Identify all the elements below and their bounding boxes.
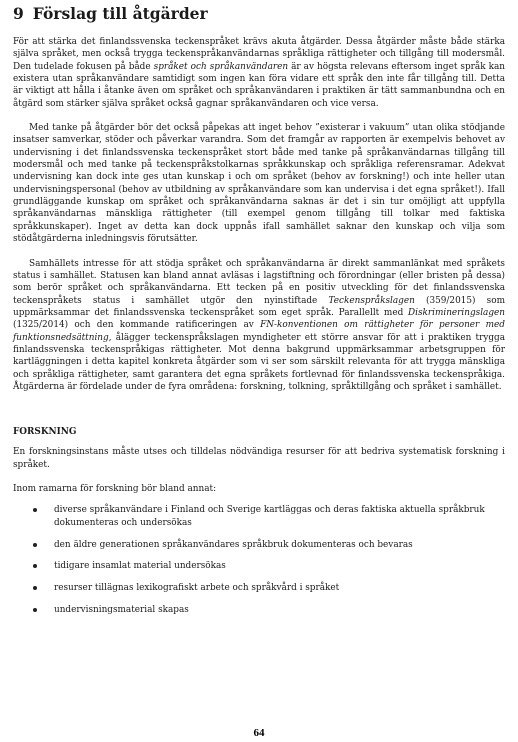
law-name-diskrimineringslagen: Diskrimineringslagen — [407, 307, 505, 318]
list-item-text: tidigare insamlat material undersökas — [54, 561, 226, 572]
paragraph-3-text-g: , ålägger teckenspråkslagen myndigheter ett större ansvar för att i praktiken trygga finlandssvenska teckenspråkigas rättigheter. Mot denna bakgrund uppmärksammar arbetsgruppen för kartläggningen i detta kapitel konkreta åtgärder som vi ser som särskilt relevanta för att trygga mänskliga och språkliga rättigheter, samt garantera det egna språkets fortlevnad för finlandssvenska teckenspråkiga. Åtgärderna är fördelade under de fyra områdena: forskning, tolkning, språktillgång och språket i samhället. — [13, 332, 505, 392]
section-lead: Inom ramarna för forskning bör bland annat: — [13, 483, 217, 494]
paragraph-1-text-c: är av högsta relevans eftersom inget språk kan existera utan språkanvändare samtidigt som ingen kan föra vidare ett språk den inte får tillgång till. Detta är viktigt att hålla i åtanke även om språket och språkanvändaren i praktiken är tätt sammanbundna och en åtgärd som stärker själva språket också gagnar språkanvändaren och vice versa. — [13, 61, 505, 109]
law-name-teckensprakslagen: Teckenspråkslagen — [328, 295, 415, 306]
paragraph-3-text-c: (359/2015) som uppmärksammar det finlandssvenska teckenspråket som eget språk. Parallellt med — [13, 295, 505, 318]
chapter-heading — [13, 4, 505, 24]
list-item — [33, 539, 505, 551]
paragraph-1 — [13, 36, 505, 110]
list-item — [33, 504, 505, 529]
un-convention-name: FN-konventionen om rättigheter för personer med funktionsnedsättning — [13, 320, 505, 343]
list-item-text: undervisningsmaterial skapas — [54, 605, 189, 616]
research-bullet-list — [13, 504, 505, 616]
bullet-icon — [33, 586, 37, 590]
bullet-icon — [33, 508, 37, 512]
page-number: 64 — [253, 727, 265, 739]
list-item — [33, 582, 505, 594]
chapter-number: 9 — [13, 4, 24, 23]
list-item-text: resurser tillägnas lexikografiskt arbete och språkvård i språket — [54, 583, 340, 594]
bullet-icon — [33, 564, 37, 568]
chapter-title: Förslag till åtgärder — [32, 4, 208, 23]
bullet-icon — [33, 608, 37, 612]
section-intro: En forskningsinstans måste utses och tilldelas nödvändiga resurser för att bedriva systematisk forskning i språket. — [13, 447, 505, 470]
list-item-text: diverse språkanvändare i Finland och Sverige kartläggas och deras faktiska aktuella språkbruk dokumenteras och undersökas — [54, 505, 485, 528]
bullet-icon — [33, 543, 37, 547]
paragraph-1-text-a: För att stärka det finlandssvenska teckenspråket krävs akuta åtgärder. Dessa åtgärder måste både stärka själva språket, men också trygga teckenspråkanvändarnas språkliga rättigheter och tillgång till modersmål. Den tudelade fokusen på både — [13, 37, 505, 72]
list-item-text: den äldre generationen språkanvändares språkbruk dokumenteras och bevaras — [54, 539, 413, 550]
paragraph-3 — [13, 258, 505, 394]
section-title-forskning: FORSKNING — [13, 427, 77, 438]
paragraph-2: Med tanke på åtgärder bör det också påpekas att inget behov ”existerar i vakuum” utan olika stödjande insatser samverkar, stöder och påverkar varandra. Som det framgår av rapporten är exempelvis behovet av undervisning i det finlandssvenska teckenspråket stort både med tanke på språkanvändarnas tillgång till modersmål och med tanke på teckenspråkstolkarnas språkkunskap och språkliga referensramar. Adekvat undervisning kan dock inte ges utan kunskap i och om språket (behov av forskning!) och inte heller utan undervisningspersonal (behov av utbildning av språkanvändare som kan undervisa i det egna språket!). Ifall grundläggande kunskap om språket och språkanvändarna saknas är det i sin tur omöjligt att uppfylla språkanvändarnas mänskliga rättigheter (till exempel genom tillgång till tolkar med faktiska språkkunskaper). Inget av detta kan dock uppnås ifall samhället saknar den kunskap och vilja som stödåtgärderna inledningsvis förutsätter. — [13, 123, 505, 245]
paragraph-1-emphasis: språket och språkanvändaren — [153, 61, 289, 72]
paragraph-3-text-a: Samhällets intresse för att stödja språket och språkanvändarna är direkt sammanlänkat med språkets status i samhället. Statusen kan bland annat avläsas i lagstiftning och förordningar (eller bristen på dessa) som berör språket och språkanvändarna. Ett tecken på en positiv utveckling för det finlandssvenska teckenspråkets status i samhället utgör den nyinstiftade — [13, 258, 505, 306]
list-item — [33, 560, 505, 572]
list-item — [33, 604, 505, 616]
paragraph-3-text-e: (1325/2014) och den kommande ratificeringen av — [13, 320, 261, 331]
